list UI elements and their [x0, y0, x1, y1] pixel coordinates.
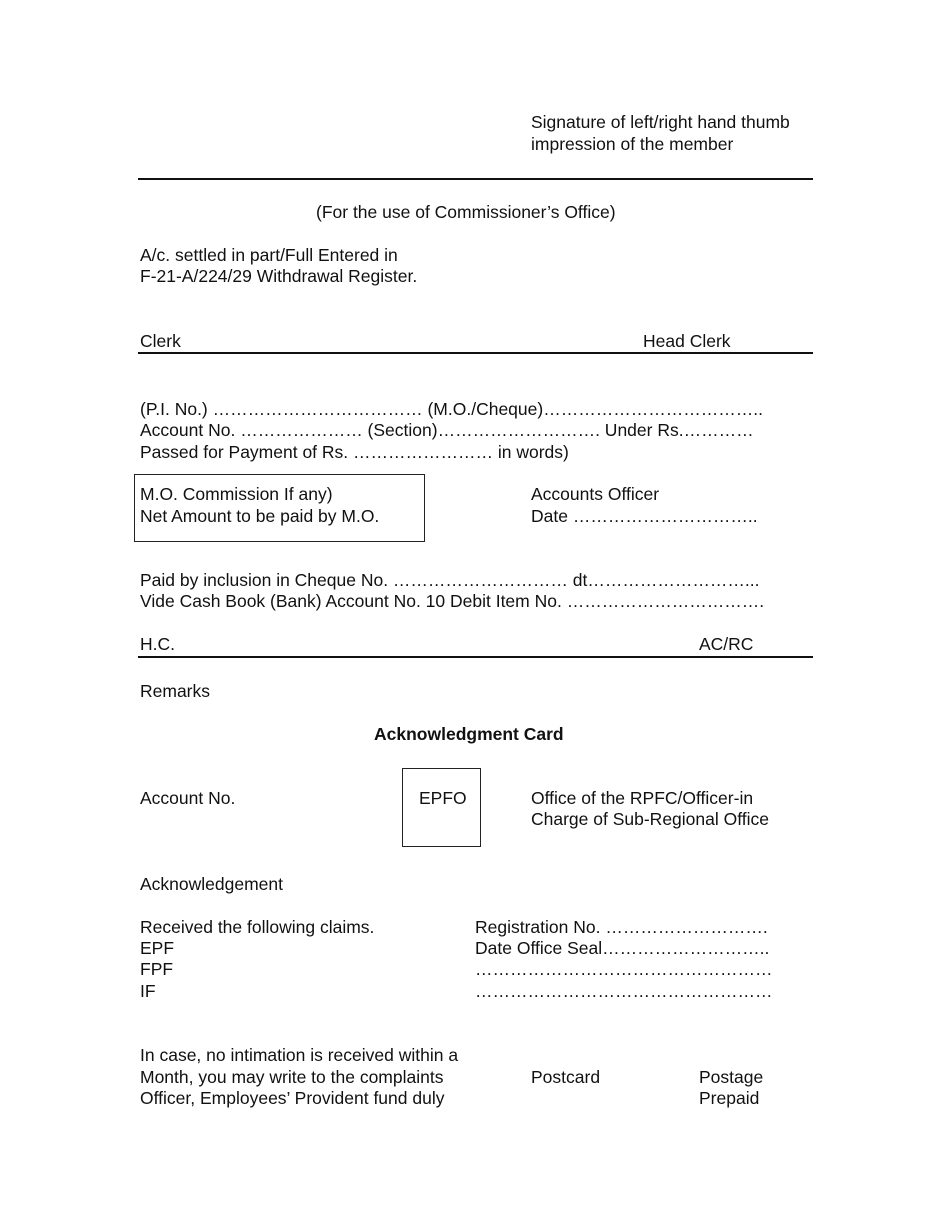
- registration-dots-1: ……………………………………………: [475, 959, 773, 979]
- office-line-2: Charge of Sub-Regional Office: [531, 809, 770, 829]
- divider-top: [138, 178, 813, 180]
- clerk-label: Clerk: [140, 331, 181, 351]
- postcard-label: Postcard: [531, 1067, 601, 1087]
- cheque-line-2: Vide Cash Book (Bank) Account No. 10 Debit Item No. …………………………….: [140, 591, 765, 611]
- ac-settled-line-2: F-21-A/224/29 Withdrawal Register.: [140, 266, 418, 286]
- intimation-line-3: Officer, Employees’ Provident fund duly: [140, 1088, 445, 1108]
- remarks-label: Remarks: [140, 681, 211, 701]
- ack-account-label: Account No.: [140, 788, 236, 808]
- ac-settled-line-1: A/c. settled in part/Full Entered in: [140, 245, 398, 265]
- postage-line-1: Postage: [699, 1067, 764, 1087]
- claim-item-fpf: FPF: [140, 959, 174, 979]
- head-clerk-label: Head Clerk: [643, 331, 731, 351]
- divider-clerk: [138, 352, 813, 354]
- signature-line-1: Signature of left/right hand thumb: [531, 112, 790, 132]
- office-use-heading: (For the use of Commissioner’s Office): [316, 202, 616, 222]
- hc-label: H.C.: [140, 634, 175, 654]
- cheque-line-1: Paid by inclusion in Cheque No. ………………………… dt………………………...: [140, 570, 760, 590]
- date-office-seal: Date Office Seal………………………..: [475, 938, 770, 958]
- claims-received-label: Received the following claims.: [140, 917, 375, 937]
- intimation-line-2: Month, you may write to the complaints: [140, 1067, 444, 1087]
- acknowledgement-label: Acknowledgement: [140, 874, 283, 894]
- acrc-label: AC/RC: [699, 634, 754, 654]
- accounts-officer-date: Date …………………………..: [531, 506, 758, 526]
- mo-commission-label: M.O. Commission If any): [140, 484, 333, 504]
- payment-line-1: (P.I. No.) ……………………………… (M.O./Cheque)………………………………..: [140, 399, 763, 419]
- intimation-line-1: In case, no intimation is received within a: [140, 1045, 459, 1065]
- postage-line-2: Prepaid: [699, 1088, 760, 1108]
- net-amount-label: Net Amount to be paid by M.O.: [140, 506, 380, 526]
- registration-dots-2: ……………………………………………: [475, 981, 773, 1001]
- signature-line-2: impression of the member: [531, 134, 734, 154]
- office-line-1: Office of the RPFC/Officer-in: [531, 788, 754, 808]
- claim-item-epf: EPF: [140, 938, 175, 958]
- ack-card-title: Acknowledgment Card: [374, 724, 564, 744]
- registration-no: Registration No. ……………………….: [475, 917, 768, 937]
- payment-line-2: Account No. ………………… (Section)………………………. Under Rs.…………: [140, 420, 754, 440]
- claim-item-if: IF: [140, 981, 156, 1001]
- divider-hc: [138, 656, 813, 658]
- payment-line-3: Passed for Payment of Rs. …………………… in words): [140, 442, 569, 462]
- epfo-label: EPFO: [419, 788, 467, 808]
- accounts-officer-label: Accounts Officer: [531, 484, 660, 504]
